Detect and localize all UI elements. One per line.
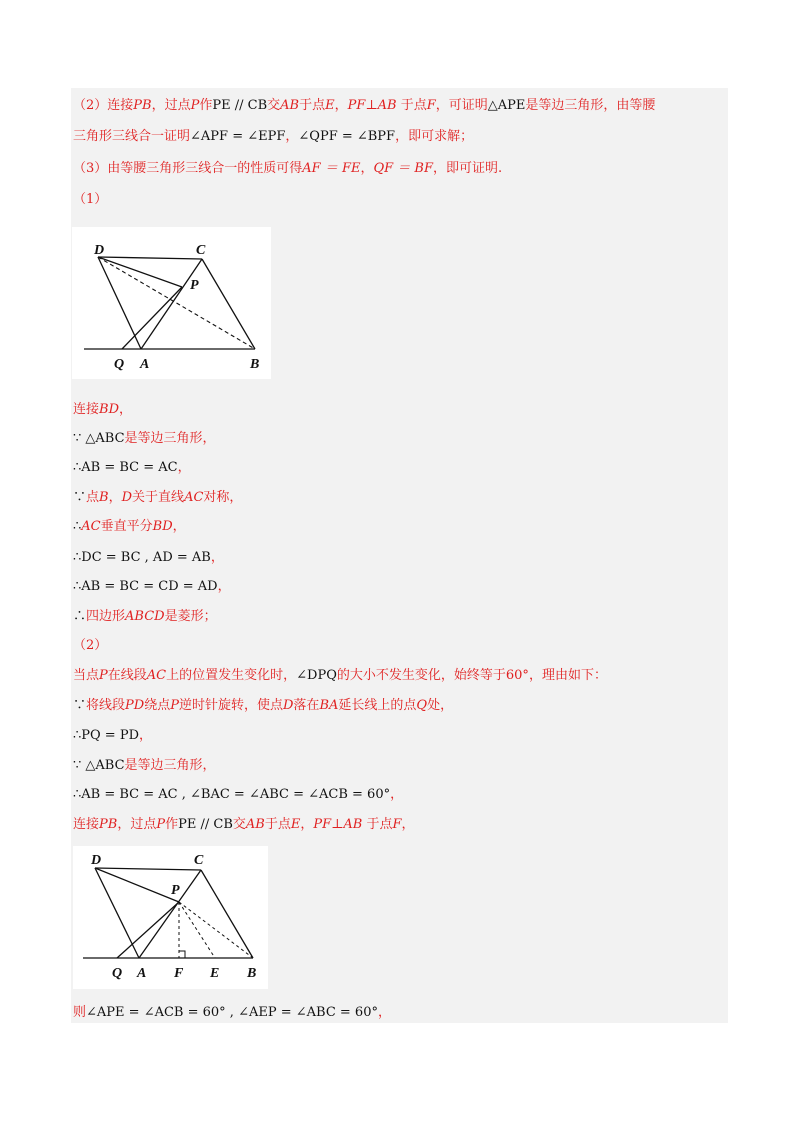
text-run: ∴ <box>73 519 82 534</box>
text-run: 绕点 <box>144 698 171 713</box>
line-dc <box>98 257 202 259</box>
text-run: ，过点 <box>151 98 191 113</box>
label-d: D <box>91 853 102 868</box>
text-line <box>73 128 473 146</box>
label-p: P <box>190 278 199 293</box>
text-line <box>73 549 224 567</box>
text-run: ∠APF = ∠EPF <box>190 129 286 144</box>
text-run: 作 <box>165 817 179 832</box>
text-run: QF ＝ BF <box>373 161 434 176</box>
text-run: ， <box>172 519 186 534</box>
text-run: ， <box>300 817 314 832</box>
text-run: 于点 <box>362 817 393 832</box>
text-run: （2）连接 <box>73 98 134 113</box>
text-run: ∴AB = BC = AC , ∠BAC = ∠ABC = ∠ACB = 60° <box>73 787 391 802</box>
figure-1 <box>72 227 271 379</box>
text-run: 将线段 <box>86 698 126 713</box>
text-run: BD <box>152 519 173 534</box>
text-line <box>73 430 216 448</box>
text-run: 是等边三角形，由等腰 <box>525 98 656 113</box>
text-run: 四边形 <box>86 609 126 624</box>
label-a: A <box>137 966 147 981</box>
text-run: ， <box>334 98 348 113</box>
text-run: ∠APE = ∠ACB = 60° , ∠AEP = ∠ABC = 60° <box>86 1005 378 1020</box>
line-pe-dashed <box>179 902 215 958</box>
text-run: ， <box>377 1005 391 1020</box>
text-run: PF⊥AB <box>347 98 397 113</box>
text-run: ， <box>360 161 374 176</box>
text-run: PE // CB <box>212 98 268 113</box>
text-run: 垂直平分 <box>100 519 153 534</box>
text-run: 点 <box>86 490 100 505</box>
label-b: B <box>247 966 257 981</box>
text-run: ∵ △ABC <box>73 758 125 773</box>
text-line <box>73 97 655 115</box>
text-run: ，可证明 <box>435 98 488 113</box>
text-run: P <box>170 698 179 713</box>
line-ca <box>141 259 202 349</box>
text-run: （2） <box>73 638 108 653</box>
line-cb <box>202 259 255 349</box>
text-run: 于点 <box>396 98 427 113</box>
line-dp <box>95 868 179 902</box>
label-e: E <box>210 966 220 981</box>
text-run: PB <box>99 817 118 832</box>
text-run: D <box>282 698 294 713</box>
text-run: ， <box>108 490 122 505</box>
line-db-dashed <box>98 257 255 349</box>
text-run: （1） <box>73 192 108 207</box>
text-run: F <box>426 98 436 113</box>
text-run: ， <box>139 728 153 743</box>
text-run: P <box>156 817 166 832</box>
text-run: 上的位置发生变化时， <box>166 668 297 683</box>
text-run: ∴PQ = PD <box>73 728 140 743</box>
text-run: Q <box>416 698 428 713</box>
text-run: 是菱形； <box>164 609 217 624</box>
text-run: AC <box>146 668 167 683</box>
text-line <box>73 489 242 507</box>
text-run: ， <box>177 460 191 475</box>
text-run: ， <box>390 787 404 802</box>
text-run: 关于直线 <box>132 490 185 505</box>
figure-1-svg <box>72 227 271 379</box>
text-run: 60° <box>505 668 529 683</box>
text-run: ∵ <box>73 698 87 713</box>
text-run: ∵ △ABC <box>73 431 125 446</box>
label-q: Q <box>114 357 125 372</box>
text-run: 则 <box>73 1005 87 1020</box>
text-run: △APE <box>487 98 526 113</box>
text-line <box>73 191 107 209</box>
text-run: 交 <box>267 98 281 113</box>
label-c: C <box>196 243 206 258</box>
label-d: D <box>94 243 105 258</box>
text-run: 处， <box>427 698 454 713</box>
text-run: BA <box>319 698 339 713</box>
text-run: ，理由如下： <box>528 668 607 683</box>
text-run: ∴AB = BC = CD = AD <box>73 579 218 594</box>
text-line <box>73 160 502 178</box>
line-cb <box>201 870 253 958</box>
line-pb-dashed <box>179 902 253 958</box>
text-run: P <box>190 98 200 113</box>
text-run: B <box>99 490 109 505</box>
label-c: C <box>194 853 204 868</box>
line-ca <box>139 870 201 958</box>
text-line <box>73 697 453 715</box>
text-line <box>73 667 607 685</box>
text-run: ， <box>210 550 224 565</box>
text-line <box>73 608 217 626</box>
text-run: 在线段 <box>107 668 147 683</box>
text-run: 是等边三角形， <box>124 431 216 446</box>
text-run: 对称， <box>203 490 243 505</box>
text-run: ∵ <box>73 490 87 505</box>
text-run: ，即可证明. <box>433 161 503 176</box>
text-run: 连接 <box>73 817 100 832</box>
text-run: F <box>392 817 402 832</box>
text-run: ， <box>285 129 299 144</box>
label-p: P <box>171 883 180 898</box>
text-run: 是等边三角形， <box>124 758 216 773</box>
figure-2-svg <box>73 846 268 989</box>
text-run: 落在 <box>293 698 320 713</box>
text-run: D <box>121 490 133 505</box>
text-run: AF ＝ FE <box>302 161 361 176</box>
text-run: 于点 <box>299 98 326 113</box>
line-dc <box>95 868 201 870</box>
text-run: ∴DC = BC , AD = AB <box>73 550 211 565</box>
figure-2 <box>73 846 268 989</box>
text-run: AB <box>245 817 265 832</box>
text-run: AB <box>280 98 300 113</box>
text-run: 连接 <box>73 402 100 417</box>
text-line <box>73 518 186 536</box>
text-run: AC <box>184 490 204 505</box>
text-run: ， <box>401 817 415 832</box>
line-pq <box>117 902 179 958</box>
text-line <box>73 401 132 419</box>
text-run: ∠QPF = ∠BPF <box>298 129 396 144</box>
text-run: 于点 <box>264 817 291 832</box>
text-line <box>73 757 216 775</box>
text-run: BD <box>99 402 119 417</box>
text-run: ∠DPQ <box>296 668 337 683</box>
text-line <box>73 637 107 655</box>
text-run: ，过点 <box>117 817 157 832</box>
text-line <box>73 727 152 745</box>
text-run: 延长线上的点 <box>338 698 417 713</box>
text-run: 的大小不发生变化，始终等于 <box>336 668 506 683</box>
label-b: B <box>250 357 260 372</box>
text-run: 三角形三线合一证明 <box>73 129 191 144</box>
text-run: ， <box>217 579 231 594</box>
text-run: PF⊥AB <box>313 817 363 832</box>
text-line <box>73 1004 391 1022</box>
text-run: PD <box>125 698 145 713</box>
text-run: AC <box>81 519 101 534</box>
text-run: ∴ <box>73 609 87 624</box>
text-run: 交 <box>232 817 246 832</box>
text-run: P <box>99 668 108 683</box>
text-run: 逆时针旋转，使点 <box>178 698 283 713</box>
text-run: ABCD <box>125 609 165 624</box>
text-line <box>73 816 415 834</box>
text-run: E <box>290 817 301 832</box>
text-run: E <box>325 98 335 113</box>
line-pq <box>122 287 182 349</box>
text-line <box>73 786 403 804</box>
text-run: 当点 <box>73 668 100 683</box>
text-run: ，即可求解； <box>395 129 474 144</box>
text-line <box>73 578 231 596</box>
text-run: PE // CB <box>178 817 233 832</box>
text-run: PB <box>133 98 152 113</box>
label-a: A <box>140 357 150 372</box>
text-line <box>73 459 191 477</box>
label-f: F <box>174 966 184 981</box>
text-run: ， <box>119 402 133 417</box>
right-angle-mark <box>179 951 185 958</box>
label-q: Q <box>112 966 123 981</box>
text-run: ∴AB = BC = AC <box>73 460 178 475</box>
text-run: （3）由等腰三角形三线合一的性质可得 <box>73 161 303 176</box>
text-run: 作 <box>199 98 213 113</box>
